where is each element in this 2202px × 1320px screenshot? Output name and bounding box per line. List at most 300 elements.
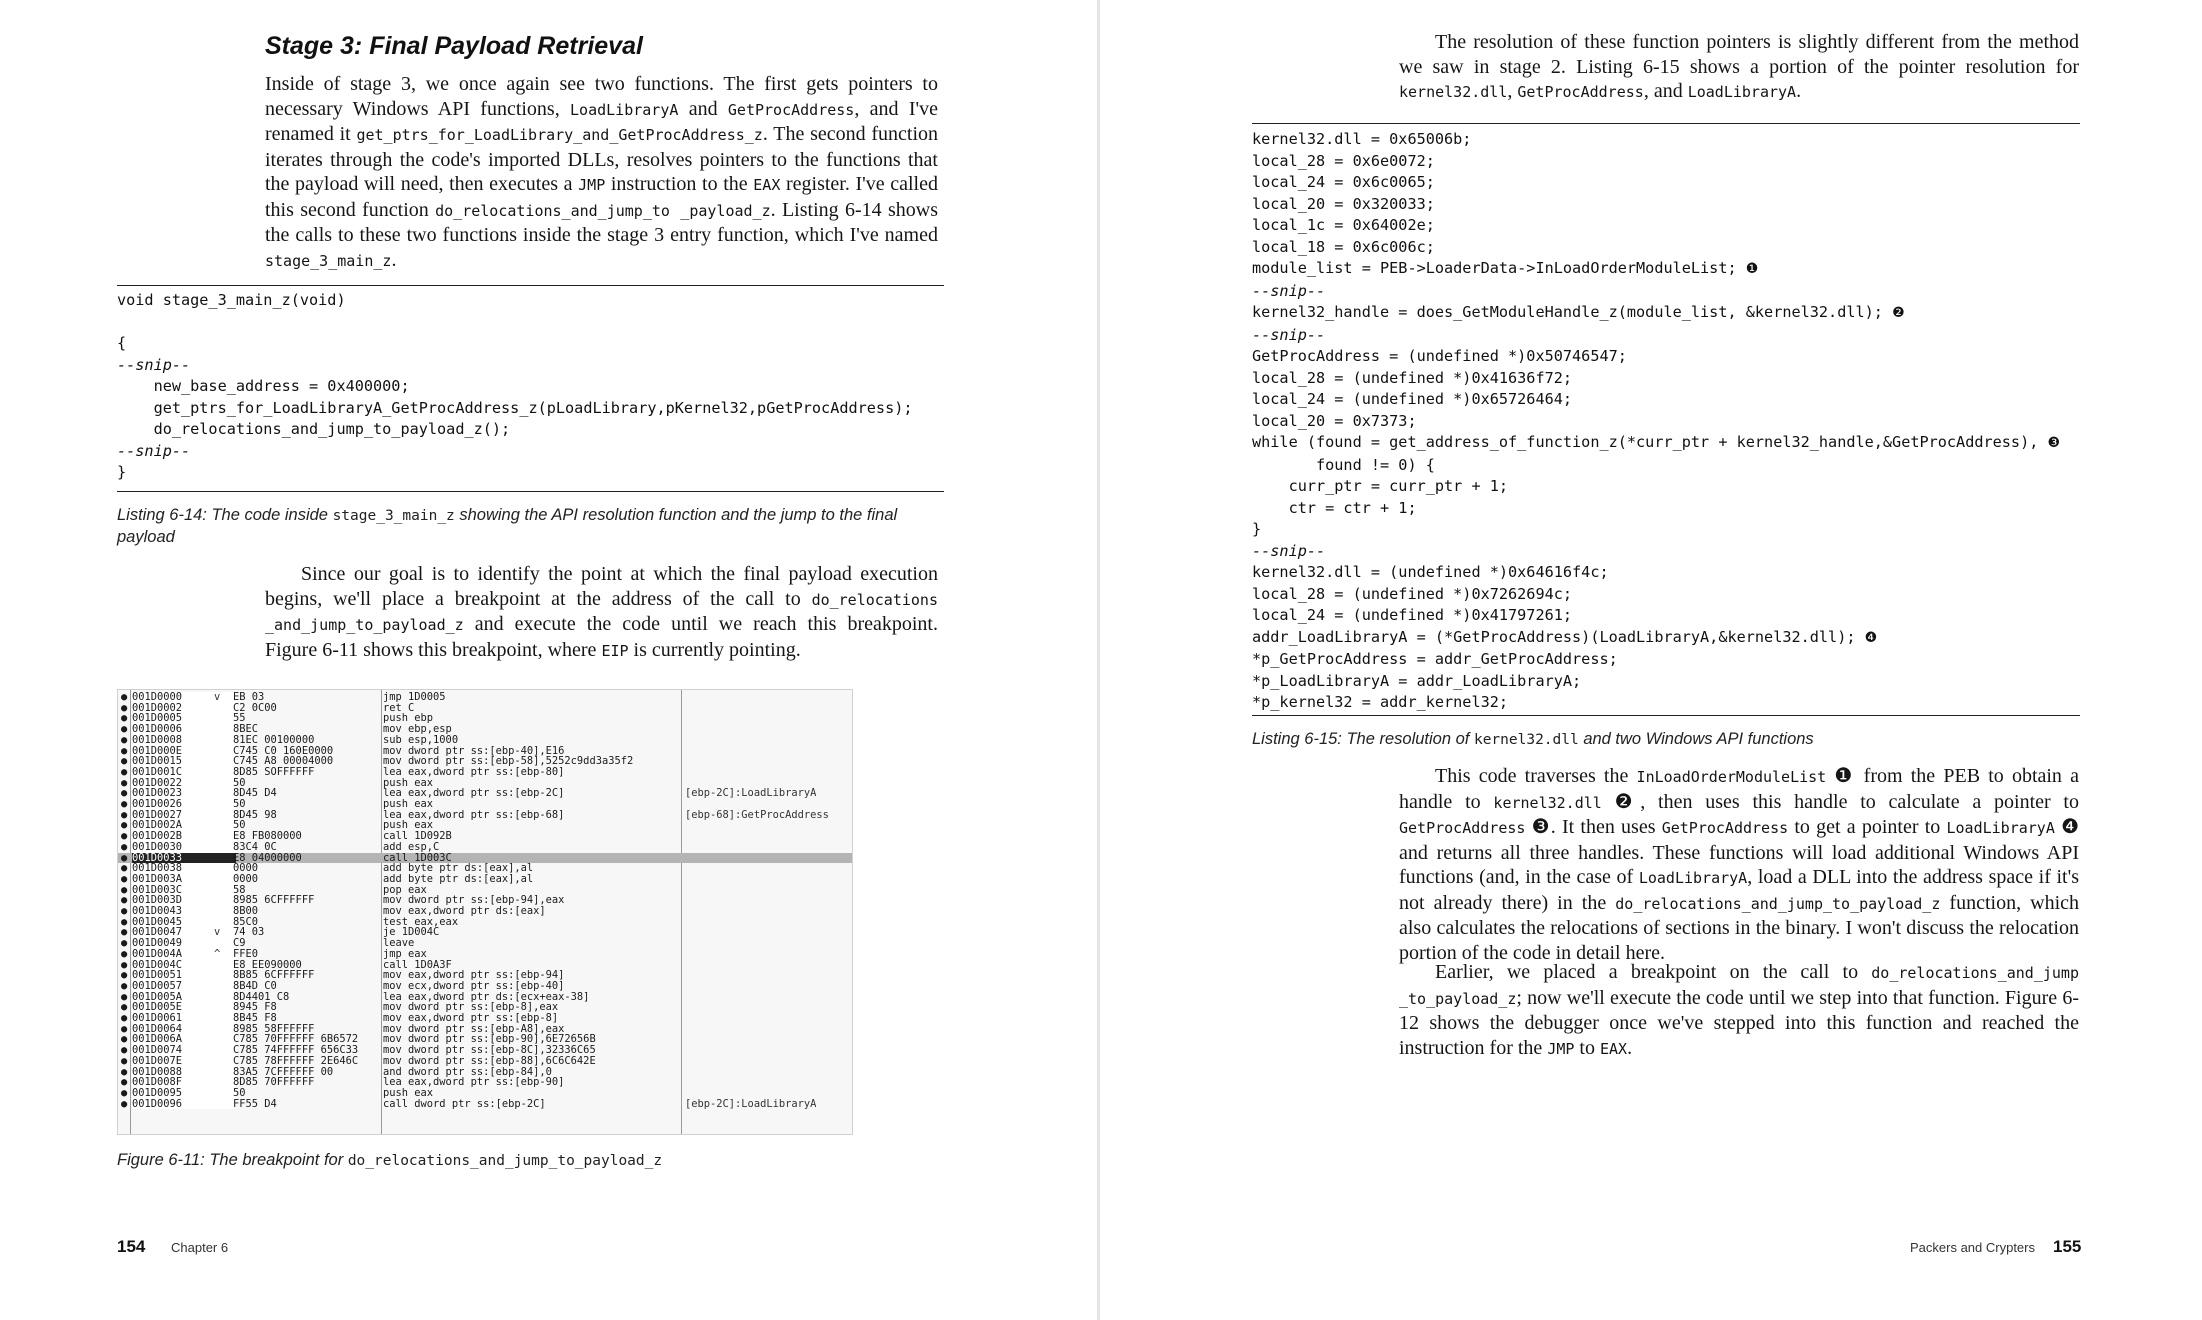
- debugger-address: 001D0074: [132, 1045, 236, 1056]
- code-line-text: local_20 = 0x7373;: [1252, 411, 1417, 430]
- debugger-address: 001D002A: [132, 820, 236, 831]
- debugger-bytes: 50: [233, 798, 246, 810]
- breakpoint-dot-icon: ●: [121, 755, 128, 768]
- code-line: [1252, 194, 2060, 216]
- code-line: [1252, 302, 2060, 325]
- debugger-address: 001D0057: [132, 981, 236, 992]
- listing-6-15-code: [1252, 129, 2060, 714]
- code-snip-marker: [117, 441, 913, 463]
- debugger-row[interactable]: [118, 820, 852, 831]
- code-line: [1252, 584, 2060, 606]
- debugger-bytes: EB 03: [233, 691, 265, 703]
- debugger-address: 001D0096: [132, 1099, 236, 1110]
- text-run: and execute the code until we reach this breakpoint. Figure 6-11 shows this breakpoint, where: [265, 613, 938, 661]
- code-line: [1252, 649, 2060, 671]
- debugger-row[interactable]: [118, 1077, 852, 1088]
- code-line: [1252, 476, 2060, 498]
- code-line: [117, 376, 913, 398]
- jump-arrow-icon: v: [214, 926, 221, 939]
- code-line-text: local_24 = (undefined *)0x65726464;: [1252, 390, 1573, 408]
- debugger-bytes: 8945 F8: [233, 1001, 277, 1014]
- text-run: ,: [1507, 80, 1518, 102]
- text-run: to get a pointer to: [1788, 816, 1947, 838]
- text-run: is currently pointing.: [628, 638, 801, 661]
- code-line: [1252, 562, 2060, 584]
- debugger-row[interactable]: [118, 842, 852, 853]
- debugger-bytes: 0000: [233, 872, 259, 885]
- code-line: [1252, 432, 2060, 455]
- text-run: .: [1627, 1036, 1633, 1059]
- listing-6-15-caption: [1252, 729, 2072, 751]
- page-number: 154: [117, 1237, 146, 1256]
- debugger-row[interactable]: [118, 906, 852, 917]
- code-snip-marker: [117, 355, 913, 377]
- text-run: , and: [1643, 80, 1688, 102]
- debugger-bytes: 50: [233, 819, 246, 832]
- text-run: to: [1574, 1036, 1600, 1059]
- debugger-disassembly: test eax,eax: [383, 915, 459, 928]
- debugger-address: 001D0038: [132, 863, 236, 874]
- debugger-row[interactable]: [118, 692, 852, 703]
- debugger-bytes: 8985 58FFFFFF: [233, 1022, 315, 1035]
- callout-marker: ❷: [1892, 305, 1905, 321]
- debugger-disassembly: leave: [383, 937, 415, 950]
- code-line-text: *p_kernel32 = addr_kernel32;: [1252, 693, 1509, 711]
- debugger-bytes: C2 0C00: [233, 701, 277, 714]
- code-line-text: while (found = get_address_of_function_z(*curr_ptr + kernel32_handle,&GetProcAddress),: [1252, 433, 2048, 451]
- code-line-text: [117, 313, 126, 331]
- debugger-address: 001D0030: [132, 842, 236, 853]
- debugger-bytes: 8B45 F8: [233, 1012, 277, 1024]
- debugger-comment: [ebp-68]:GetProcAddress: [685, 808, 829, 821]
- debugger-bytes: 85C0: [233, 915, 259, 928]
- debugger-bytes: 55: [233, 712, 246, 725]
- code-snip-marker: [1252, 541, 2060, 563]
- debugger-row[interactable]: [118, 938, 852, 949]
- debugger-address: 001D0022: [132, 778, 236, 789]
- breakpoint-dot-icon: ●: [121, 1097, 128, 1110]
- debugger-bytes: 8D85 70FFFFFF: [233, 1076, 315, 1089]
- debugger-address: 001D003A: [132, 874, 236, 885]
- debugger-disassembly: mov eax,dword ptr ds:[eax]: [383, 905, 546, 917]
- code-line-text: local_28 = (undefined *)0x41636f72;: [1252, 368, 1573, 387]
- breakpoint-dot-icon: ●: [121, 958, 128, 971]
- breakpoint-dot-icon: ●: [121, 862, 128, 875]
- debugger-row[interactable]: [118, 1088, 852, 1099]
- debugger-row[interactable]: [118, 735, 852, 746]
- debugger-bytes: 8D85 SOFFFFFF: [233, 765, 315, 778]
- breakpoint-dot-icon: ●: [121, 926, 128, 939]
- code-line-text: *p_LoadLibraryA = addr_LoadLibraryA;: [1252, 671, 1582, 690]
- code-line: [1252, 455, 2060, 477]
- inline-code: EIP: [601, 641, 629, 660]
- breakpoint-dot-icon: ●: [121, 905, 128, 917]
- debugger-address: 001D005E: [132, 1002, 236, 1013]
- jump-arrow-icon: v: [214, 691, 221, 703]
- code-line-text: --snip--: [1252, 281, 1326, 300]
- debugger-row[interactable]: [118, 927, 852, 938]
- page-number: 155: [2053, 1237, 2082, 1256]
- intro-paragraph: [265, 72, 938, 273]
- code-line-text: --snip--: [117, 355, 191, 374]
- code-line-text: local_28 = 0x6e0072;: [1252, 151, 1435, 170]
- debugger-disassembly: jmp eax: [383, 947, 427, 960]
- code-line: [117, 419, 913, 441]
- debugger-address: 001D004C: [132, 960, 236, 971]
- text-run: Listing 6-14: The code inside: [117, 506, 333, 524]
- debugger-address: 001D0005: [132, 713, 236, 724]
- breakpoint-dot-icon: ●: [121, 1086, 128, 1099]
- code-line-text: local_24 = (undefined *)0x41797261;: [1252, 606, 1573, 624]
- code-line-text: {: [117, 334, 127, 352]
- inline-code: do_relocations_and_jump_to_payload_z: [1615, 894, 1941, 913]
- code-line: [1252, 258, 2060, 281]
- debugger-row[interactable]: [118, 713, 852, 724]
- text-run: , and I've renamed it: [265, 97, 938, 145]
- text-run: , load a DLL into the address space if it's not already there) in the: [1399, 866, 2079, 914]
- code-line-text: ctr = ctr + 1;: [1252, 498, 1417, 517]
- code-line: [1252, 172, 2060, 194]
- code-line: [1252, 151, 2060, 173]
- inline-code: GetProcAddress: [727, 100, 855, 119]
- debugger-row[interactable]: [118, 1099, 852, 1110]
- debugger-disassembly: mov dword ptr ss:[ebp-A8],eax: [383, 1022, 565, 1035]
- debugger-address: 001D0095: [132, 1088, 236, 1099]
- debugger-row[interactable]: [118, 831, 852, 842]
- breakpoint-dot-icon: ●: [121, 894, 128, 907]
- code-line-text: --snip--: [117, 441, 191, 460]
- listing-top-rule: [117, 285, 944, 286]
- text-run: This code traverses the: [1435, 765, 1637, 787]
- breakpoint-dot-icon: ●: [121, 787, 128, 800]
- text-run: . The second function iterates through the code's imported DLLs, resolves pointers to the functions that the payload will need, then executes a: [265, 123, 938, 195]
- debugger-bytes: 74 03: [233, 926, 265, 939]
- debugger-address: 001D0026: [132, 799, 236, 810]
- callout-marker: ❸: [2047, 435, 2061, 451]
- callout-marker: ❹: [1864, 629, 1878, 646]
- debugger-row[interactable]: [118, 1056, 852, 1067]
- debugger-row[interactable]: [118, 949, 852, 960]
- debugger-disassembly: mov dword ptr ss:[ebp-58],5252c9dd3a35f2: [383, 755, 634, 768]
- debugger-address: 001D0061: [132, 1013, 236, 1024]
- debugger-comment: [ebp-2C]:LoadLibraryA: [685, 787, 817, 800]
- code-line-text: local_18 = 0x6c006c;: [1252, 237, 1435, 256]
- figure-6-11-caption: [117, 1150, 917, 1172]
- debugger-disassembly: call 1D0A3F: [383, 958, 452, 971]
- code-line-text: kernel32.dll = (undefined *)0x64616f4c;: [1252, 563, 1609, 581]
- code-line: [1252, 389, 2060, 411]
- debugger-address: 001D0023: [132, 788, 236, 799]
- breakpoint-dot-icon: ●: [121, 723, 128, 736]
- code-snip-marker: [1252, 325, 2060, 347]
- debugger-disassembly: push ebp: [383, 712, 434, 725]
- listing-top-rule: [1252, 123, 2080, 124]
- debugger-address: 001D0027: [132, 810, 236, 821]
- inline-code: kernel32.dll: [1399, 83, 1508, 101]
- debugger-address: 001D0047: [132, 927, 236, 938]
- debugger-row[interactable]: [118, 810, 852, 821]
- debugger-disassembly: push eax: [383, 798, 434, 810]
- code-line-text: --snip--: [1252, 541, 1326, 560]
- debugger-address: 001D0064: [132, 1024, 236, 1035]
- text-run: .: [1796, 80, 1802, 102]
- debugger-bytes: 83A5 7CFFFFFF 00: [233, 1065, 334, 1078]
- debugger-bytes: E8 04000000: [233, 851, 302, 864]
- text-run: and: [678, 97, 728, 120]
- breakpoint-dot-icon: ●: [121, 1044, 128, 1057]
- code-line-text: local_28 = (undefined *)0x7262694c;: [1252, 584, 1573, 603]
- left-page: [0, 0, 1098, 1320]
- breakpoint-dot-icon: ●: [121, 883, 128, 896]
- debugger-row[interactable]: [118, 981, 852, 992]
- code-line: [1252, 411, 2060, 433]
- resolution-paragraph: [1399, 30, 2079, 105]
- listing-bottom-rule: [1252, 715, 2080, 716]
- code-line: [1252, 671, 2060, 693]
- debugger-row[interactable]: [118, 724, 852, 735]
- code-line: [1252, 605, 2060, 627]
- debugger-disassembly: push eax: [383, 1086, 434, 1099]
- breakpoint-dot-icon: ●: [121, 819, 128, 832]
- inline-code: GetProcAddress: [1661, 819, 1789, 837]
- debugger-address: 001D001C: [132, 767, 236, 778]
- code-line: [1252, 692, 2060, 714]
- text-run: The resolution of these function pointers is slightly different from the method we saw in stage 2. Listing 6-15 shows a portion of the pointer resolution for: [1399, 31, 2079, 78]
- code-line-text: found != 0) {: [1252, 455, 1435, 474]
- breakpoint-dot-icon: ●: [121, 915, 128, 928]
- debugger-address: 001D006A: [132, 1034, 236, 1045]
- text-run: register. I've called this second function: [265, 173, 938, 221]
- text-run: Figure 6-11: The breakpoint for: [117, 1151, 348, 1169]
- debugger-disassembly: mov dword ptr ss:[ebp-8],eax: [383, 1001, 559, 1014]
- code-line: [1252, 627, 2060, 650]
- debugger-address: 001D000E: [132, 746, 236, 757]
- debugger-bytes: E8 FB080000: [233, 830, 302, 843]
- code-line-text: local_1c = 0x64002e;: [1252, 216, 1435, 234]
- code-snip-marker: [1252, 281, 2060, 303]
- debugger-bytes: 8B85 6CFFFFFF: [233, 969, 315, 982]
- section-heading: Stage 3: Final Payload Retrieval: [265, 32, 643, 60]
- debugger-bytes: 8D45 D4: [233, 787, 277, 800]
- inline-code: do_relocations_and_jump _to_payload_z: [1399, 964, 2079, 1008]
- debugger-disassembly: mov dword ptr ss:[ebp-40],E16: [383, 744, 565, 757]
- debugger-comment: [ebp-2C]:LoadLibraryA: [685, 1097, 817, 1110]
- debugger-bytes: 8D45 98: [233, 808, 277, 821]
- breakpoint-dot-icon: ●: [121, 851, 128, 864]
- jump-arrow-icon: ^: [214, 947, 221, 960]
- debugger-address: 001D0008: [132, 735, 236, 746]
- text-run: Inside of stage 3, we once again see two functions. The first gets pointers to necessary Windows API functions,: [265, 73, 938, 120]
- debugger-address: 001D007E: [132, 1056, 236, 1067]
- text-run: .: [391, 248, 397, 271]
- code-line-text: addr_LoadLibraryA = (*GetProcAddress)(LoadLibraryA,&kernel32.dll);: [1252, 627, 1865, 646]
- earlier-paragraph: [1399, 960, 2079, 1061]
- debugger-address: 001D004A: [132, 949, 236, 960]
- inline-code: LoadLibraryA: [1687, 83, 1797, 101]
- debugger-disassembly: mov ebp,esp: [383, 723, 452, 736]
- breakpoint-dot-icon: ●: [121, 1001, 128, 1014]
- code-line-text: curr_ptr = curr_ptr + 1;: [1252, 477, 1509, 495]
- code-line: [117, 462, 913, 484]
- debugger-address: 001D008F: [132, 1077, 236, 1088]
- debugger-bytes: FF55 D4: [233, 1097, 277, 1110]
- text-run: . Listing 6-14 shows the calls to these two functions inside the stage 3 entry function, which I've named: [265, 198, 938, 246]
- debugger-disassembly: call dword ptr ss:[ebp-2C]: [383, 1097, 546, 1110]
- breakpoint-dot-icon: ●: [121, 937, 128, 950]
- breakpoint-dot-icon: ●: [121, 765, 128, 778]
- debugger-bytes: C9: [233, 937, 246, 950]
- inline-code: get_ptrs_for_LoadLibrary_and_GetProcAddress_z: [356, 126, 763, 144]
- code-line-text: --snip--: [1252, 325, 1326, 344]
- code-line: [1252, 129, 2060, 151]
- text-run: ❹ and returns all three handles. These functions will load additional Windows API functions (and, in the case of: [1399, 816, 2079, 888]
- breakpoint-dot-icon: ●: [121, 840, 128, 853]
- debugger-row[interactable]: [118, 917, 852, 928]
- debugger-disassembly: mov dword ptr ss:[ebp-88],6C6C642E: [383, 1054, 596, 1067]
- debugger-address: 001D005A: [132, 992, 236, 1003]
- code-line-text: do_relocations_and_jump_to_payload_z();: [117, 420, 511, 438]
- text-run: Earlier, we placed a breakpoint on the call to: [1435, 961, 1872, 983]
- inline-code: EAX: [1599, 1039, 1628, 1058]
- text-run: ❷, then uses this handle to calculate a pointer to: [1601, 790, 2079, 813]
- text-run: and two Windows API functions: [1578, 730, 1814, 748]
- breakpoint-paragraph: [265, 562, 938, 663]
- inline-code: do_relocations_and_jump_to _payload_z: [435, 201, 771, 220]
- debugger-disassembly: and dword ptr ss:[ebp-84],0: [383, 1065, 552, 1078]
- debugger-row[interactable]: [118, 874, 852, 885]
- debugger-address: 001D0049: [132, 938, 236, 949]
- debugger-address: 001D0015: [132, 756, 236, 767]
- code-line: [117, 398, 913, 420]
- debugger-address: 001D002B: [132, 831, 236, 842]
- callout-marker: ❶: [1745, 261, 1759, 277]
- inline-code: stage_3_main_z: [265, 251, 392, 270]
- breakpoint-dot-icon: ●: [121, 1022, 128, 1035]
- debugger-bytes: 50: [233, 776, 246, 789]
- debugger-address: 001D0043: [132, 906, 236, 917]
- inline-code: LoadLibraryA: [570, 100, 679, 119]
- running-footer: Chapter 6: [171, 1240, 229, 1255]
- text-run: function, which also calculates the relocations of sections in the binary. I won't discuss the relocation portion of the code in detail here.: [1399, 891, 2079, 964]
- debugger-address: 001D0006: [132, 724, 236, 735]
- breakpoint-dot-icon: ●: [121, 979, 128, 992]
- code-line: [1252, 519, 2060, 541]
- listing-6-14-code: [117, 290, 913, 484]
- debugger-bytes: 0000: [233, 862, 259, 875]
- debugger-bytes: E8 EE090000: [233, 958, 302, 971]
- code-line-text: new_base_address = 0x400000;: [117, 377, 410, 395]
- inline-code: GetProcAddress: [1399, 819, 1526, 837]
- code-line: [1252, 237, 2060, 259]
- debugger-bytes: 50: [233, 1086, 246, 1099]
- code-line: [1252, 498, 2060, 520]
- debugger-row[interactable]: [118, 703, 852, 714]
- debugger-disassembly: add esp,C: [383, 840, 440, 853]
- inline-code: stage_3_main_z: [332, 508, 455, 524]
- debugger-address: 001D003D: [132, 895, 236, 906]
- debugger-disassembly: mov eax,dword ptr ss:[ebp-8]: [383, 1012, 559, 1024]
- debugger-row[interactable]: [118, 767, 852, 778]
- text-run: showing the API resolution function and the jump to the final payload: [117, 506, 898, 546]
- inline-code: GetProcAddress: [1517, 83, 1644, 101]
- debugger-address: 001D0033: [132, 853, 236, 864]
- code-line-text: *p_GetProcAddress = addr_GetProcAddress;: [1252, 650, 1618, 668]
- debugger-row[interactable]: [118, 788, 852, 799]
- code-line-text: local_20 = 0x320033;: [1252, 194, 1435, 213]
- code-line-text: }: [1252, 520, 1262, 538]
- debugger-bytes: 8BEC: [233, 723, 259, 736]
- inline-code: do_relocations _and_jump_to_payload_z: [265, 590, 938, 634]
- debugger-disassembly: lea eax,dword ptr ds:[ecx+eax-38]: [383, 990, 590, 1003]
- debugger-disassembly: add byte ptr ds:[eax],al: [383, 872, 534, 885]
- breakpoint-dot-icon: ●: [121, 798, 128, 810]
- debugger-bytes: 58: [233, 883, 246, 896]
- debugger-disassembly: call 1D092B: [383, 830, 452, 843]
- breakpoint-dot-icon: ●: [121, 712, 128, 725]
- code-line: [1252, 368, 2060, 390]
- breakpoint-dot-icon: ●: [121, 808, 128, 821]
- debugger-disassembly: mov dword ptr ss:[ebp-94],eax: [383, 894, 565, 907]
- inline-code: kernel32.dll: [1493, 793, 1602, 812]
- breakpoint-dot-icon: ●: [121, 947, 128, 960]
- debugger-address: 001D0002: [132, 703, 236, 714]
- debugger-disassembly: lea eax,dword ptr ss:[ebp-90]: [383, 1076, 565, 1089]
- debugger-disassembly: lea eax,dword ptr ss:[ebp-2C]: [383, 787, 565, 800]
- code-line-text: kernel32.dll = 0x65006b;: [1252, 130, 1472, 148]
- inline-code: JMP: [1547, 1039, 1575, 1058]
- breakpoint-dot-icon: ●: [121, 830, 128, 843]
- debugger-address: 001D003C: [132, 885, 236, 896]
- text-run: ; now we'll execute the code until we step into that function. Figure 6-12 shows the debugger once we've stepped into this function and reached the instruction for the: [1399, 986, 2079, 1059]
- debugger-disassembly: mov ecx,dword ptr ss:[ebp-40]: [383, 979, 565, 992]
- debugger-disassembly: mov eax,dword ptr ss:[ebp-94]: [383, 969, 565, 982]
- running-footer: Packers and Crypters: [1910, 1240, 2035, 1255]
- listing-6-14-caption: [117, 505, 917, 548]
- breakpoint-dot-icon: ●: [121, 990, 128, 1003]
- debugger-address: 001D0088: [132, 1067, 236, 1078]
- code-line: [1252, 215, 2060, 237]
- inline-code: do_relocations_and_jump_to_payload_z: [347, 1153, 663, 1169]
- breakpoint-dot-icon: ●: [121, 969, 128, 982]
- breakpoint-dot-icon: ●: [121, 691, 128, 703]
- debugger-bytes: FFE0: [233, 947, 259, 960]
- inline-code: LoadLibraryA: [1638, 869, 1748, 887]
- breakpoint-dot-icon: ●: [121, 1012, 128, 1024]
- listing-bottom-rule: [117, 491, 944, 492]
- debugger-bytes: C745 A8 00004000: [233, 755, 334, 768]
- debugger-disassembly: lea eax,dword ptr ss:[ebp-80]: [383, 765, 565, 778]
- debugger-bytes: 8D4401 C8: [233, 990, 290, 1003]
- debugger-disassembly: pop eax: [383, 883, 427, 896]
- debugger-bytes: 8985 6CFFFFFF: [233, 894, 315, 907]
- debugger-disassembly: push eax: [383, 776, 434, 789]
- breakpoint-dot-icon: ●: [121, 701, 128, 714]
- breakpoint-dot-icon: ●: [121, 733, 128, 746]
- breakpoint-dot-icon: ●: [121, 1076, 128, 1089]
- inline-code: kernel32.dll: [1473, 732, 1579, 748]
- debugger-disassembly: call 1D003C: [383, 851, 452, 864]
- text-run: Since our goal is to identify the point at which the final payload execution begins, we'll place a breakpoint at the address of the call to: [265, 563, 938, 610]
- debugger-bytes: 8B00: [233, 905, 259, 917]
- breakpoint-dot-icon: ●: [121, 1054, 128, 1067]
- debugger-disassembly: push eax: [383, 819, 434, 832]
- debugger-address: 001D0000: [132, 692, 236, 703]
- code-line-text: module_list = PEB->LoaderData->InLoadOrderModuleList;: [1252, 259, 1746, 277]
- inline-code: LoadLibraryA: [1946, 819, 2055, 837]
- breakpoint-dot-icon: ●: [121, 1033, 128, 1046]
- debugger-address: 001D0051: [132, 970, 236, 981]
- debugger-screenshot: [117, 689, 853, 1135]
